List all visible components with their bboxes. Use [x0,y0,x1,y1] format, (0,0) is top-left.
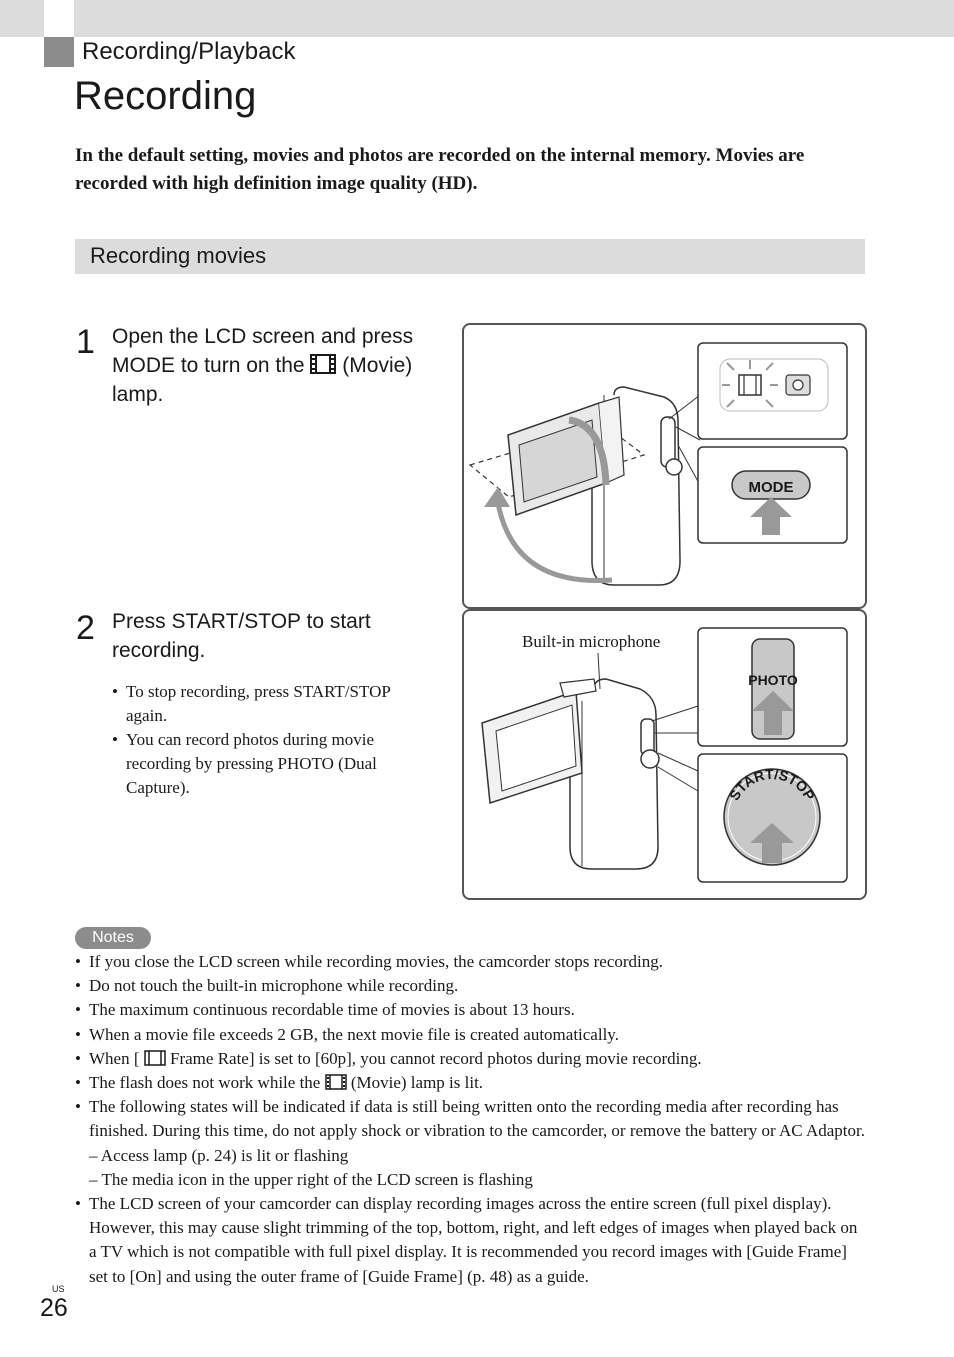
step-2-number: 2 [76,609,95,647]
subsection-header [75,239,865,274]
mode-button-label: MODE [748,479,794,496]
top-bar-gap [44,0,74,37]
notes-badge: Notes [75,927,151,949]
figure-start-stop [462,609,867,900]
mic-label: Built-in microphone [522,632,661,651]
list-item [75,1047,865,1071]
list-item: • To stop recording, press START/STOP again. [112,680,432,728]
page-title: Recording [74,74,257,118]
movie-icon [325,1074,347,1090]
step-1-number: 1 [76,323,95,361]
frame-rate-note-after: Frame Rate] is set to [60p], you cannot record photos during movie recording. [170,1048,702,1068]
movie-lamp-icon [739,375,761,395]
movie-icon [144,1050,166,1066]
writing-sub-item: – Access lamp (p. 24) is lit or flashing [89,1145,349,1165]
step-1-text-after: (Movie) lamp. [112,354,413,406]
frame-rate-note-before: When [ [89,1048,140,1068]
list-item [75,1095,865,1192]
photo-button-label: PHOTO [748,672,798,688]
section-label: Recording/Playback [82,38,296,65]
list-item: • The LCD screen of your camcorder can display recording images across the entire screen (full pixel display). However, this may cause slight trimming of the top, bottom, right, and left edges of images when played back on a TV which is not compatible with full pixel display. It is recommended you record images with [Guide Frame] set to [On] and using the outer frame of [Guide Frame] (p. 48) as a guide. [75,1192,865,1289]
subsection-title: Recording movies [90,243,267,268]
start-stop-label: START/STOP [725,765,819,804]
flash-note-before: The flash does not work while the [89,1073,321,1093]
list-item: • If you close the LCD screen while recording movies, the camcorder stops recording. [75,950,865,974]
step-2-text: Press START/STOP to start recording. [112,610,371,662]
list-item: • Do not touch the built-in microphone while recording. [75,974,865,998]
list-item: • When a movie file exceeds 2 GB, the next movie file is created automatically. [75,1023,865,1047]
step-1-text-before: Open the LCD screen and press MODE to turn on the [112,325,414,377]
list-item: • You can record photos during movie recording by pressing PHOTO (Dual Capture). [112,728,432,800]
top-bar [0,0,954,37]
page-region: US [52,1284,65,1294]
figure-mode-button [462,323,867,609]
camcorder-record-illustration [464,611,865,898]
writing-states-note: The following states will be indicated if data is still being written onto the recording media after recording has finished. During this time, do not apply shock or vibration to the camcorder, or remove the battery or AC Adaptor. [89,1097,865,1141]
camcorder-open-lcd-illustration [464,325,865,607]
writing-sub-item: – The media icon in the upper right of the LCD screen is flashing [89,1169,533,1189]
page-number: 26 [40,1294,68,1322]
intro-text: In the default setting, movies and photos are recorded on the internal memory. Movies are recorded with high definition image quality (HD). [75,145,805,194]
flash-note-after: (Movie) lamp is lit. [350,1073,484,1093]
movie-icon [310,354,336,374]
step-2-bullets [112,680,432,800]
list-item: • The maximum continuous recordable time of movies is about 13 hours. [75,998,865,1022]
notes-list [75,950,865,1289]
section-marker [44,37,74,67]
step-1-text [112,322,442,409]
list-item [75,1071,865,1095]
